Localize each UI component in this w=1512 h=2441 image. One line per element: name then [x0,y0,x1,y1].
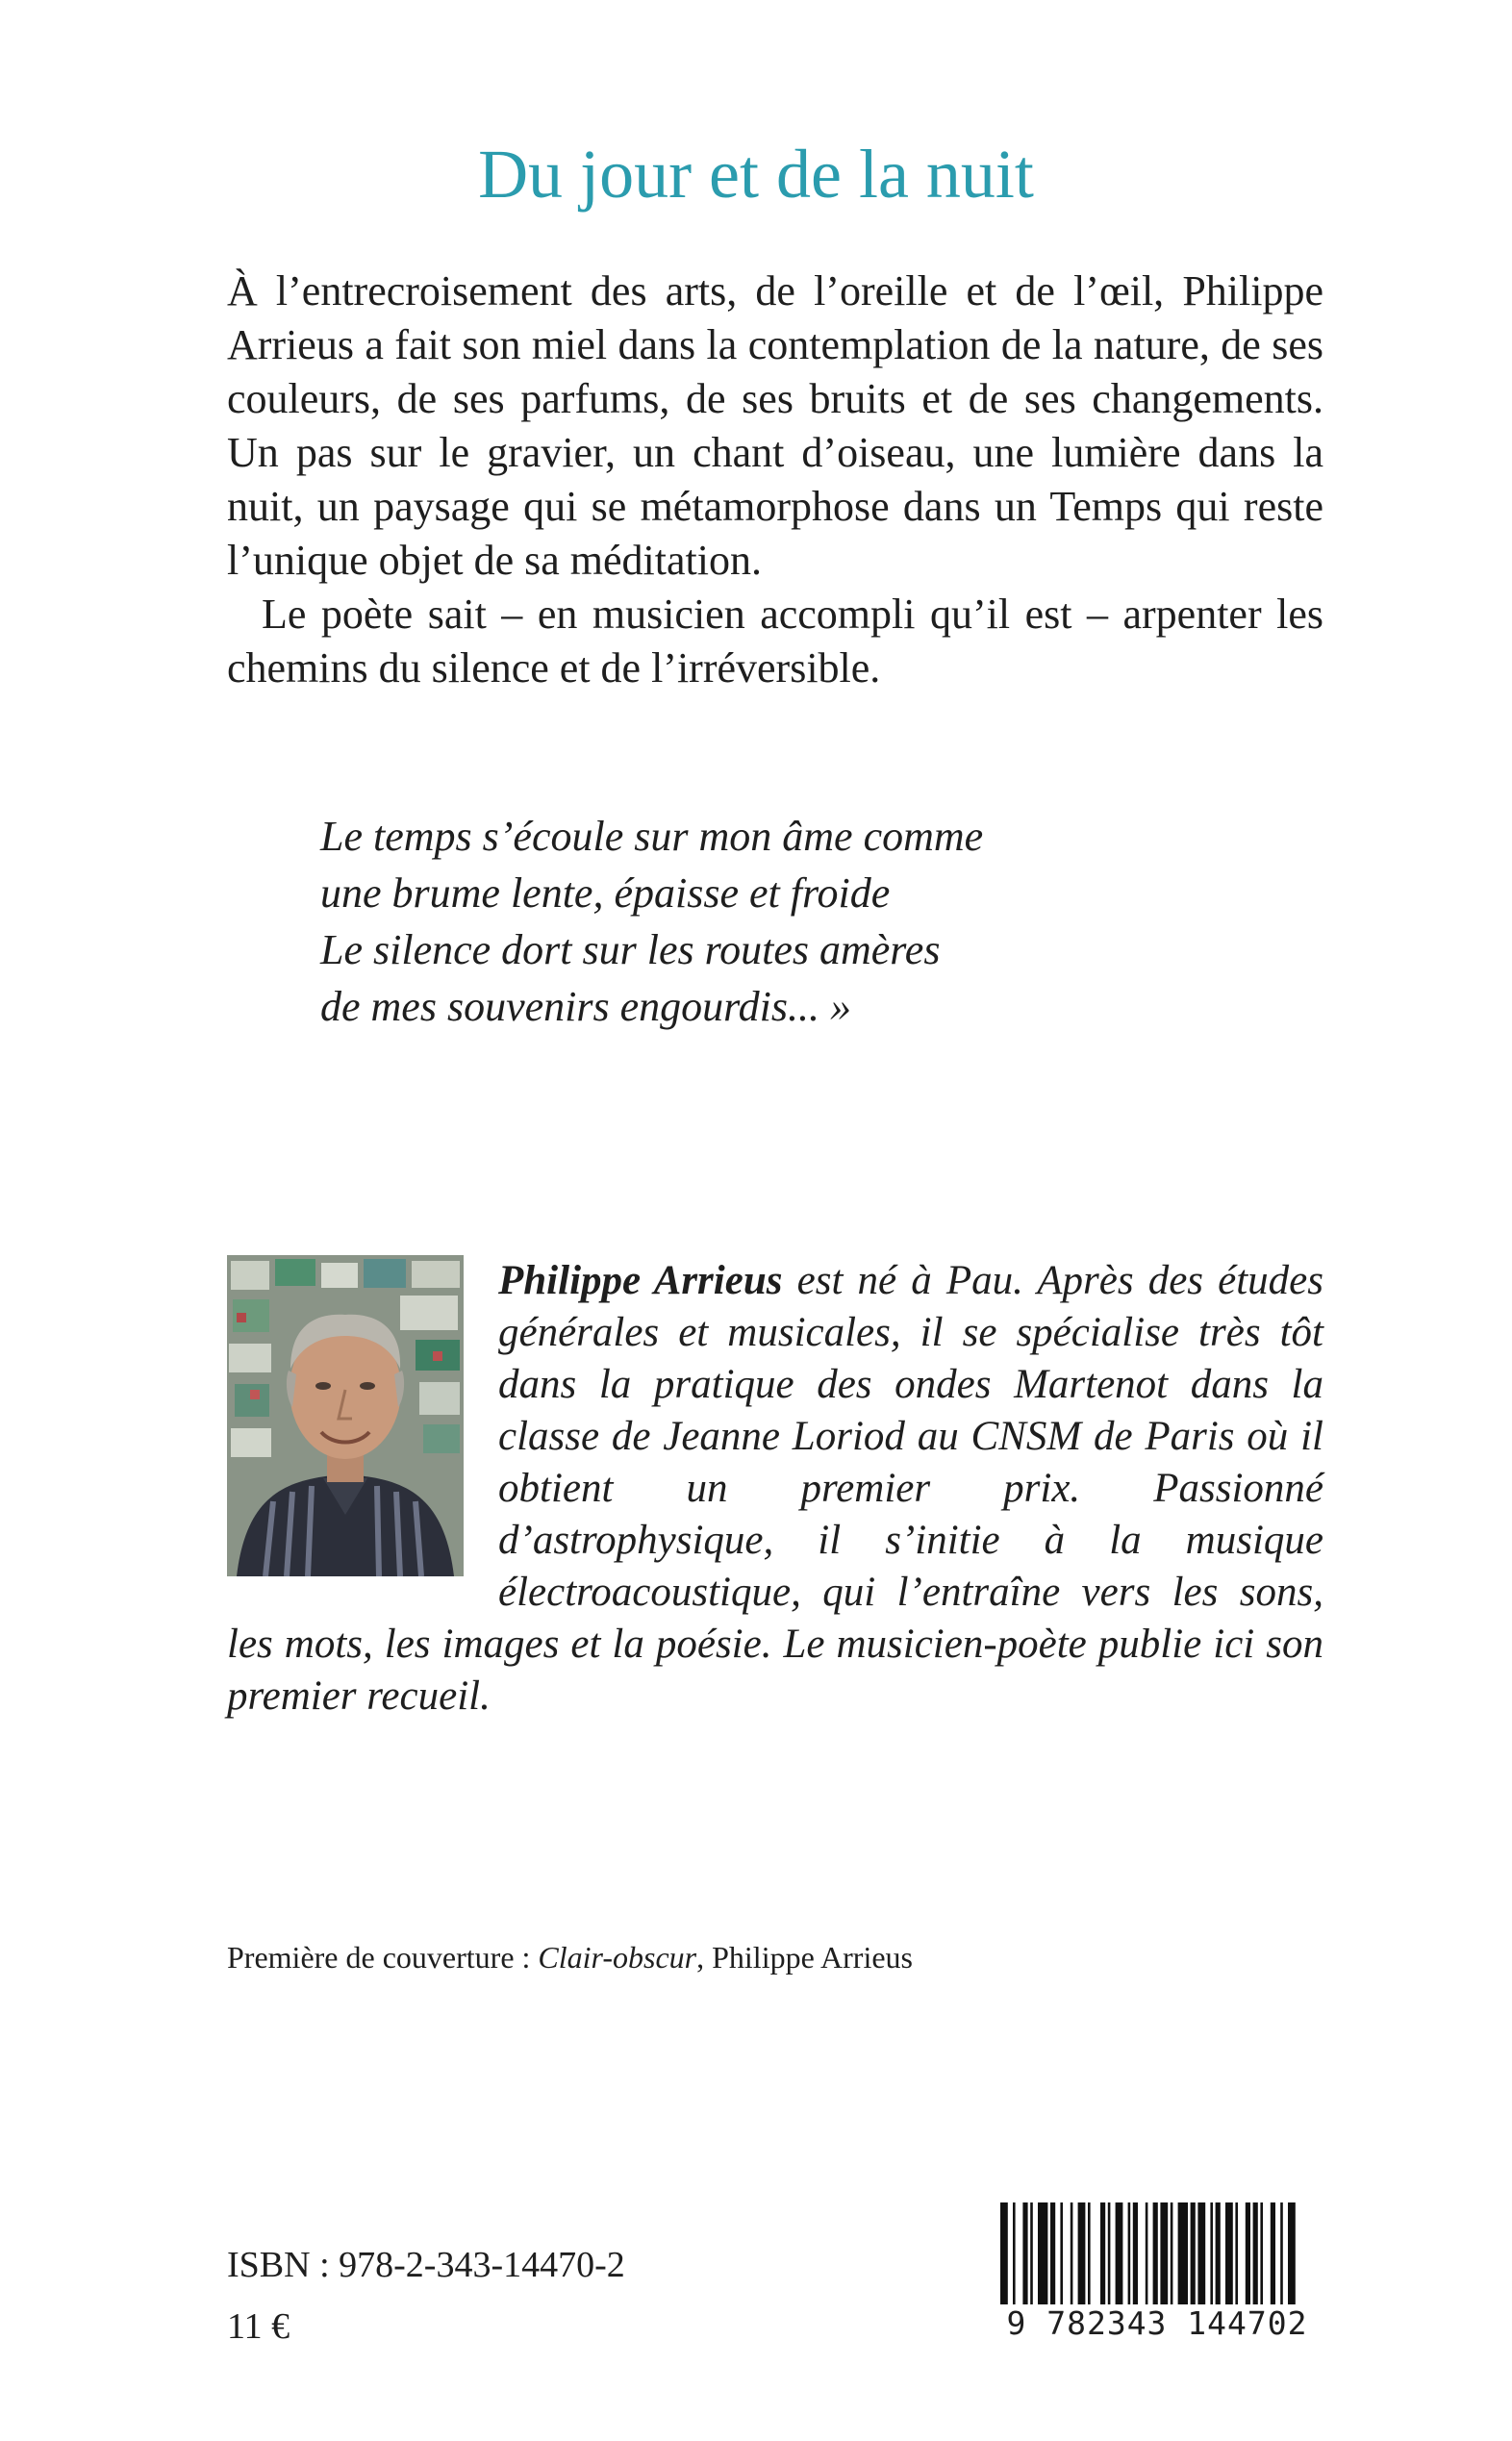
cover-credit-prefix: Première de couverture : [227,1940,539,1975]
poem-line: Le temps s’écoule sur mon âme comme [320,813,984,860]
poem-excerpt [320,808,1282,1035]
barcode [998,2202,1316,2356]
author-bio-text: est né à Pau. Après des études générales et musicales, il se spécialise très tôt dans la pratique des ondes Martenot dans la classe de Jeanne Loriod au CNSM de Paris où il obtient un premier prix. Passionné d’astrophysique, il s’initie à la musique électroacoustique, qui l’entraîne vers les sons, les mots, les images et la poésie. Le musicien-poète publie ici son premier recueil. [227,1258,1324,1719]
poem-line: de mes souvenirs engourdis... » [320,983,851,1030]
intro-text [227,264,1323,695]
price: 11 € [227,2306,290,2347]
cover-credit-suffix: , Philippe Arrieus [696,1940,913,1975]
author-name: Philippe Arrieus [498,1258,783,1303]
cover-credit [227,1940,913,1975]
author-portrait-image [227,1255,464,1576]
intro-paragraph: À l’entrecroisement des arts, de l’oreille et de l’œil, Philippe Arrieus a fait son miel dans la contemplation de la nature, de ses couleurs, de ses parfums, de ses bruits et de ses changements. Un pas sur le gravier, un chant d’oiseau, une lumière dans la nuit, un paysage qui se métamorphose dans un Temps qui reste l’unique objet de sa méditation. [227,267,1323,584]
poem-line: une brume lente, épaisse et froide [320,869,891,917]
author-bio [227,1255,1323,1723]
barcode-digits: 9 782343 144702 [998,2304,1316,2342]
author-photo [227,1255,464,1576]
book-title: Du jour et de la nuit [478,136,1034,213]
intro-paragraph: Le poète sait – en musicien accompli qu’il est – arpenter les chemins du silence et de l’irréversible. [227,591,1323,692]
isbn-number: ISBN : 978-2-343-14470-2 [227,2245,625,2285]
cover-credit-work: Clair-obscur [538,1940,697,1975]
poem-line: Le silence dort sur les routes amères [320,926,941,973]
